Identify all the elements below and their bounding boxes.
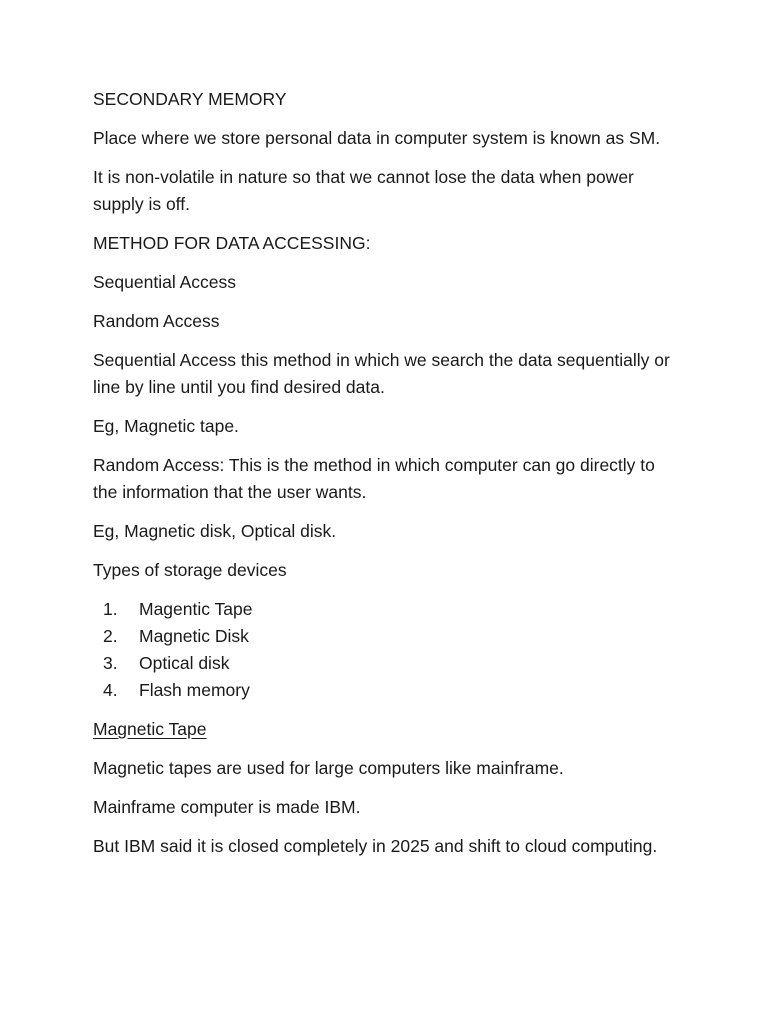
list-text: Flash memory	[139, 680, 250, 700]
random-description: Random Access: This is the method in which computer can go directly to the information that the user wants.	[93, 455, 655, 502]
list-text: Optical disk	[139, 653, 230, 673]
list-number: 2.	[103, 626, 118, 646]
ibm-note-paragraph: But IBM said it is closed completely in 2025 and shift to cloud computing.	[93, 836, 658, 856]
method-random: Random Access	[93, 311, 220, 331]
list-item	[93, 677, 683, 704]
document-title: SECONDARY MEMORY	[93, 89, 287, 109]
tape-usage-paragraph: Magnetic tapes are used for large computers like mainframe.	[93, 758, 564, 778]
methods-heading: METHOD FOR DATA ACCESSING:	[93, 233, 371, 253]
list-text: Magentic Tape	[139, 599, 253, 619]
nature-paragraph: It is non-volatile in nature so that we cannot lose the data when power supply is off.	[93, 167, 634, 214]
list-item	[93, 623, 683, 650]
list-text: Magnetic Disk	[139, 626, 249, 646]
list-item	[93, 596, 683, 623]
document-body	[93, 86, 683, 872]
list-item	[93, 650, 683, 677]
list-number: 4.	[103, 680, 118, 700]
sequential-example: Eg, Magnetic tape.	[93, 416, 239, 436]
definition-paragraph: Place where we store personal data in computer system is known as SM.	[93, 128, 661, 148]
random-example: Eg, Magnetic disk, Optical disk.	[93, 521, 337, 541]
sequential-description: Sequential Access this method in which we search the data sequentially or line by line until you find desired data.	[93, 350, 670, 397]
mainframe-paragraph: Mainframe computer is made IBM.	[93, 797, 361, 817]
types-heading: Types of storage devices	[93, 560, 287, 580]
list-number: 3.	[103, 653, 118, 673]
storage-types-list	[93, 596, 683, 704]
method-sequential: Sequential Access	[93, 272, 237, 292]
list-number: 1.	[103, 599, 118, 619]
section-heading-magnetic-tape: Magnetic Tape	[93, 719, 207, 739]
